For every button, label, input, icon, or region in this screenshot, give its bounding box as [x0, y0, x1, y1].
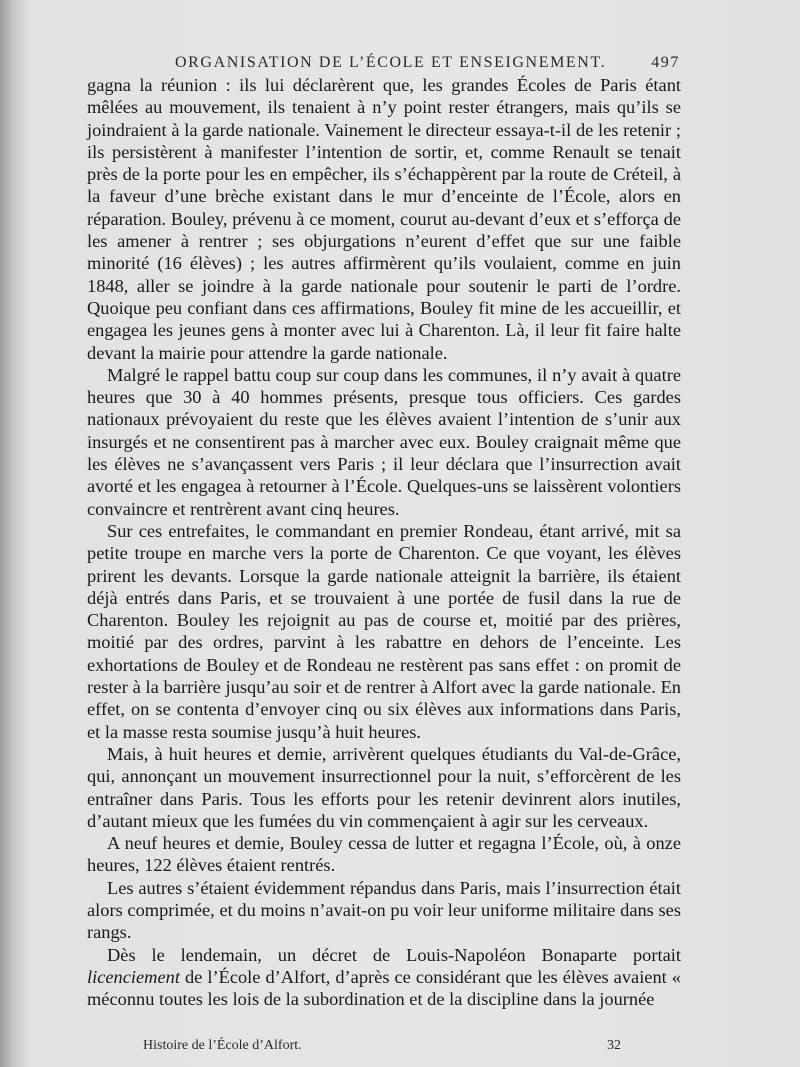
footer-book-title: Histoire de l’École d’Alfort.	[143, 1038, 302, 1053]
paragraph-text: Dès le lendemain, un décret de Louis-Napoléon Bonaparte portait	[107, 944, 681, 965]
paragraph-text: de l’École d’Alfort, d’après ce considérant que les élèves avaient « méconnu toutes les lois de la subordination et de la discipline dans la journée	[87, 966, 681, 1010]
italic-term: licenciement	[87, 966, 180, 987]
paragraph: Mais, à huit heures et demie, arrivèrent quelques étudiants du Val-de-Grâce, qui, annonçant un mouvement insurrectionnel pour la nuit, s’efforcèrent de les entraîner dans Paris. Tous les efforts pour les retenir devinrent alors inutiles, d’autant mieux que les fumées du vin commençaient à agir sur les cerveaux.	[87, 743, 681, 831]
page-footer	[143, 1038, 621, 1054]
footer-signature-mark: 32	[607, 1038, 621, 1053]
paragraph: Les autres s’étaient évidemment répandus dans Paris, mais l’insurrection était alors comprimée, et du moins n’avait-on pu voir leur uniforme militaire dans ses rangs.	[87, 877, 681, 943]
paragraph: Malgré le rappel battu coup sur coup dans les communes, il n’y avait à quatre heures que 30 à 40 hommes présents, presque tous officiers. Ces gardes nationaux prévoyaient du reste que les élèves avaient l’intention de s’unir aux insurgés et ne consentirent pas à marcher avec eux. Bouley craignait même que les élèves ne s’avançassent vers Paris ; il leur déclara que l’insurrection avait avorté et les engagea à retourner à l’École. Quelques-uns se laissèrent volontiers convaincre et rentrèrent avant cinq heures.	[87, 364, 681, 519]
running-head	[175, 54, 680, 72]
page-number: 497	[651, 54, 680, 71]
running-title: ORGANISATION DE L’ÉCOLE ET ENSEIGNEMENT.	[175, 54, 607, 71]
paragraph: gagna la réunion : ils lui déclarèrent que, les grandes Écoles de Paris étant mêlées au mouvement, ils tenaient à n’y point rester étrangers, mais qu’ils se joindraient à la garde nationale. Vainement le directeur essaya-t-il de les retenir ; ils persistèrent à manifester l’intention de sortir, et, comme Renault se tenait près de la porte pour les en empêcher, ils s’échappèrent par la route de Créteil, à la faveur d’une brèche existant dans le mur d’enceinte de l’École, alors en réparation. Bouley, prévenu à ce moment, courut au-devant d’eux et s’efforça de les amener à rentrer ; ses objurgations n’eurent d’effet que sur une faible minorité (16 élèves) ; les autres affirmèrent qu’ils voulaient, comme en juin 1848, aller se joindre à la garde nationale pour soutenir le parti de l’ordre. Quoique peu confiant dans ces affirmations, Bouley fit mine de les accueillir, et engagea les jeunes gens à monter avec lui à Charenton. Là, il leur fit faire halte devant la mairie pour attendre la garde nationale.	[87, 75, 681, 363]
paragraph	[87, 944, 681, 1011]
paragraph: Sur ces entrefaites, le commandant en premier Rondeau, étant arrivé, mit sa petite troupe en marche vers la porte de Charenton. Ce que voyant, les élèves prirent les devants. Lorsque la garde nationale atteignit la barrière, ils étaient déjà entrés dans Paris, et se trouvaient à une portée de fusil dans la rue de Charenton. Bouley les rejoignit au pas de course et, moitié par des prières, moitié par des ordres, parvint à les rabattre en dehors de l’enceinte. Les exhortations de Bouley et de Rondeau ne restèrent pas sans effet : on promit de rester à la barrière jusqu’au soir et de rentrer à Alfort avec la garde nationale. En effet, on se contenta d’envoyer cinq ou six élèves aux informations dans Paris, et la masse resta soumise jusqu’à huit heures.	[87, 520, 681, 742]
paragraph: A neuf heures et demie, Bouley cessa de lutter et regagna l’École, où, à onze heures, 122 élèves étaient rentrés.	[87, 833, 681, 876]
body-text	[87, 74, 681, 1010]
